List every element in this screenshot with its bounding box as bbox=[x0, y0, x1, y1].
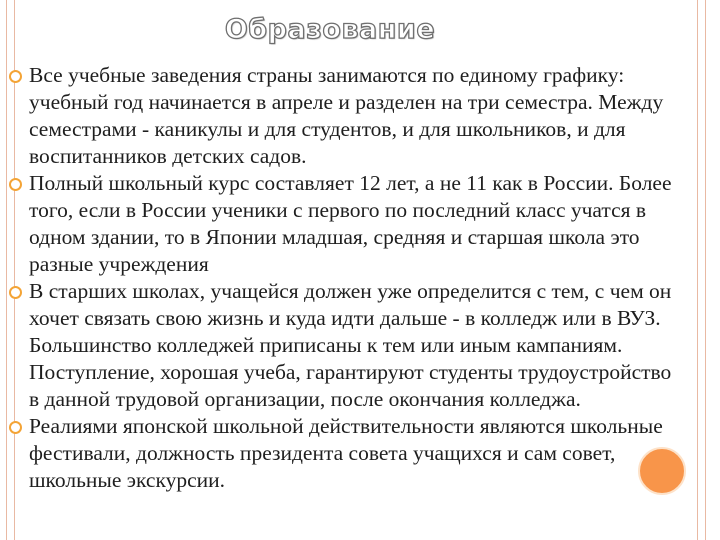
decorative-circle bbox=[638, 447, 686, 495]
bullet-circle-icon bbox=[9, 178, 22, 191]
bullet-item bbox=[0, 413, 680, 494]
frame-line-right-outer bbox=[705, 0, 706, 540]
bullet-circle-icon bbox=[9, 70, 22, 83]
bullet-text: Полный школьный курс составляет 12 лет, а не 11 как в России. Более того, если в России ученики с первого по последний класс учатся в одном здании, то в Японии младшая, средняя и старшая школа это разные учреждения bbox=[29, 171, 672, 276]
bullet-item bbox=[0, 62, 680, 170]
bullet-item bbox=[0, 170, 680, 278]
slide-title-container bbox=[0, 14, 660, 45]
bullet-text: Все учебные заведения страны занимаются по единому графику: учебный год начинается в апреле и разделен на три семестра. Между семестрами - каникулы и для студентов, и для школьников, и для воспитанников детских садов. bbox=[29, 63, 664, 168]
bullet-item bbox=[0, 278, 680, 413]
bullet-circle-icon bbox=[9, 421, 22, 434]
frame-line-right-inner bbox=[697, 0, 698, 540]
bullet-list bbox=[0, 62, 680, 494]
bullet-text: Реалиями японской школьной действительности являются школьные фестивали, должность президента совета учащихся и сам совет, школьные экскурсии. bbox=[29, 414, 663, 492]
slide-title: Образование bbox=[224, 14, 436, 45]
bullet-text: В старших школах, учащейся должен уже определится с тем, с чем он хочет связать свою жизнь и куда идти дальше - в колледж или в ВУЗ. Большинство колледжей приписаны к тем или иным кампаниям. Поступление, хорошая учеба, гарантируют студенты трудоустройство в данной трудовой организации, после окончания колледжа. bbox=[29, 279, 672, 411]
bullet-circle-icon bbox=[9, 286, 22, 299]
